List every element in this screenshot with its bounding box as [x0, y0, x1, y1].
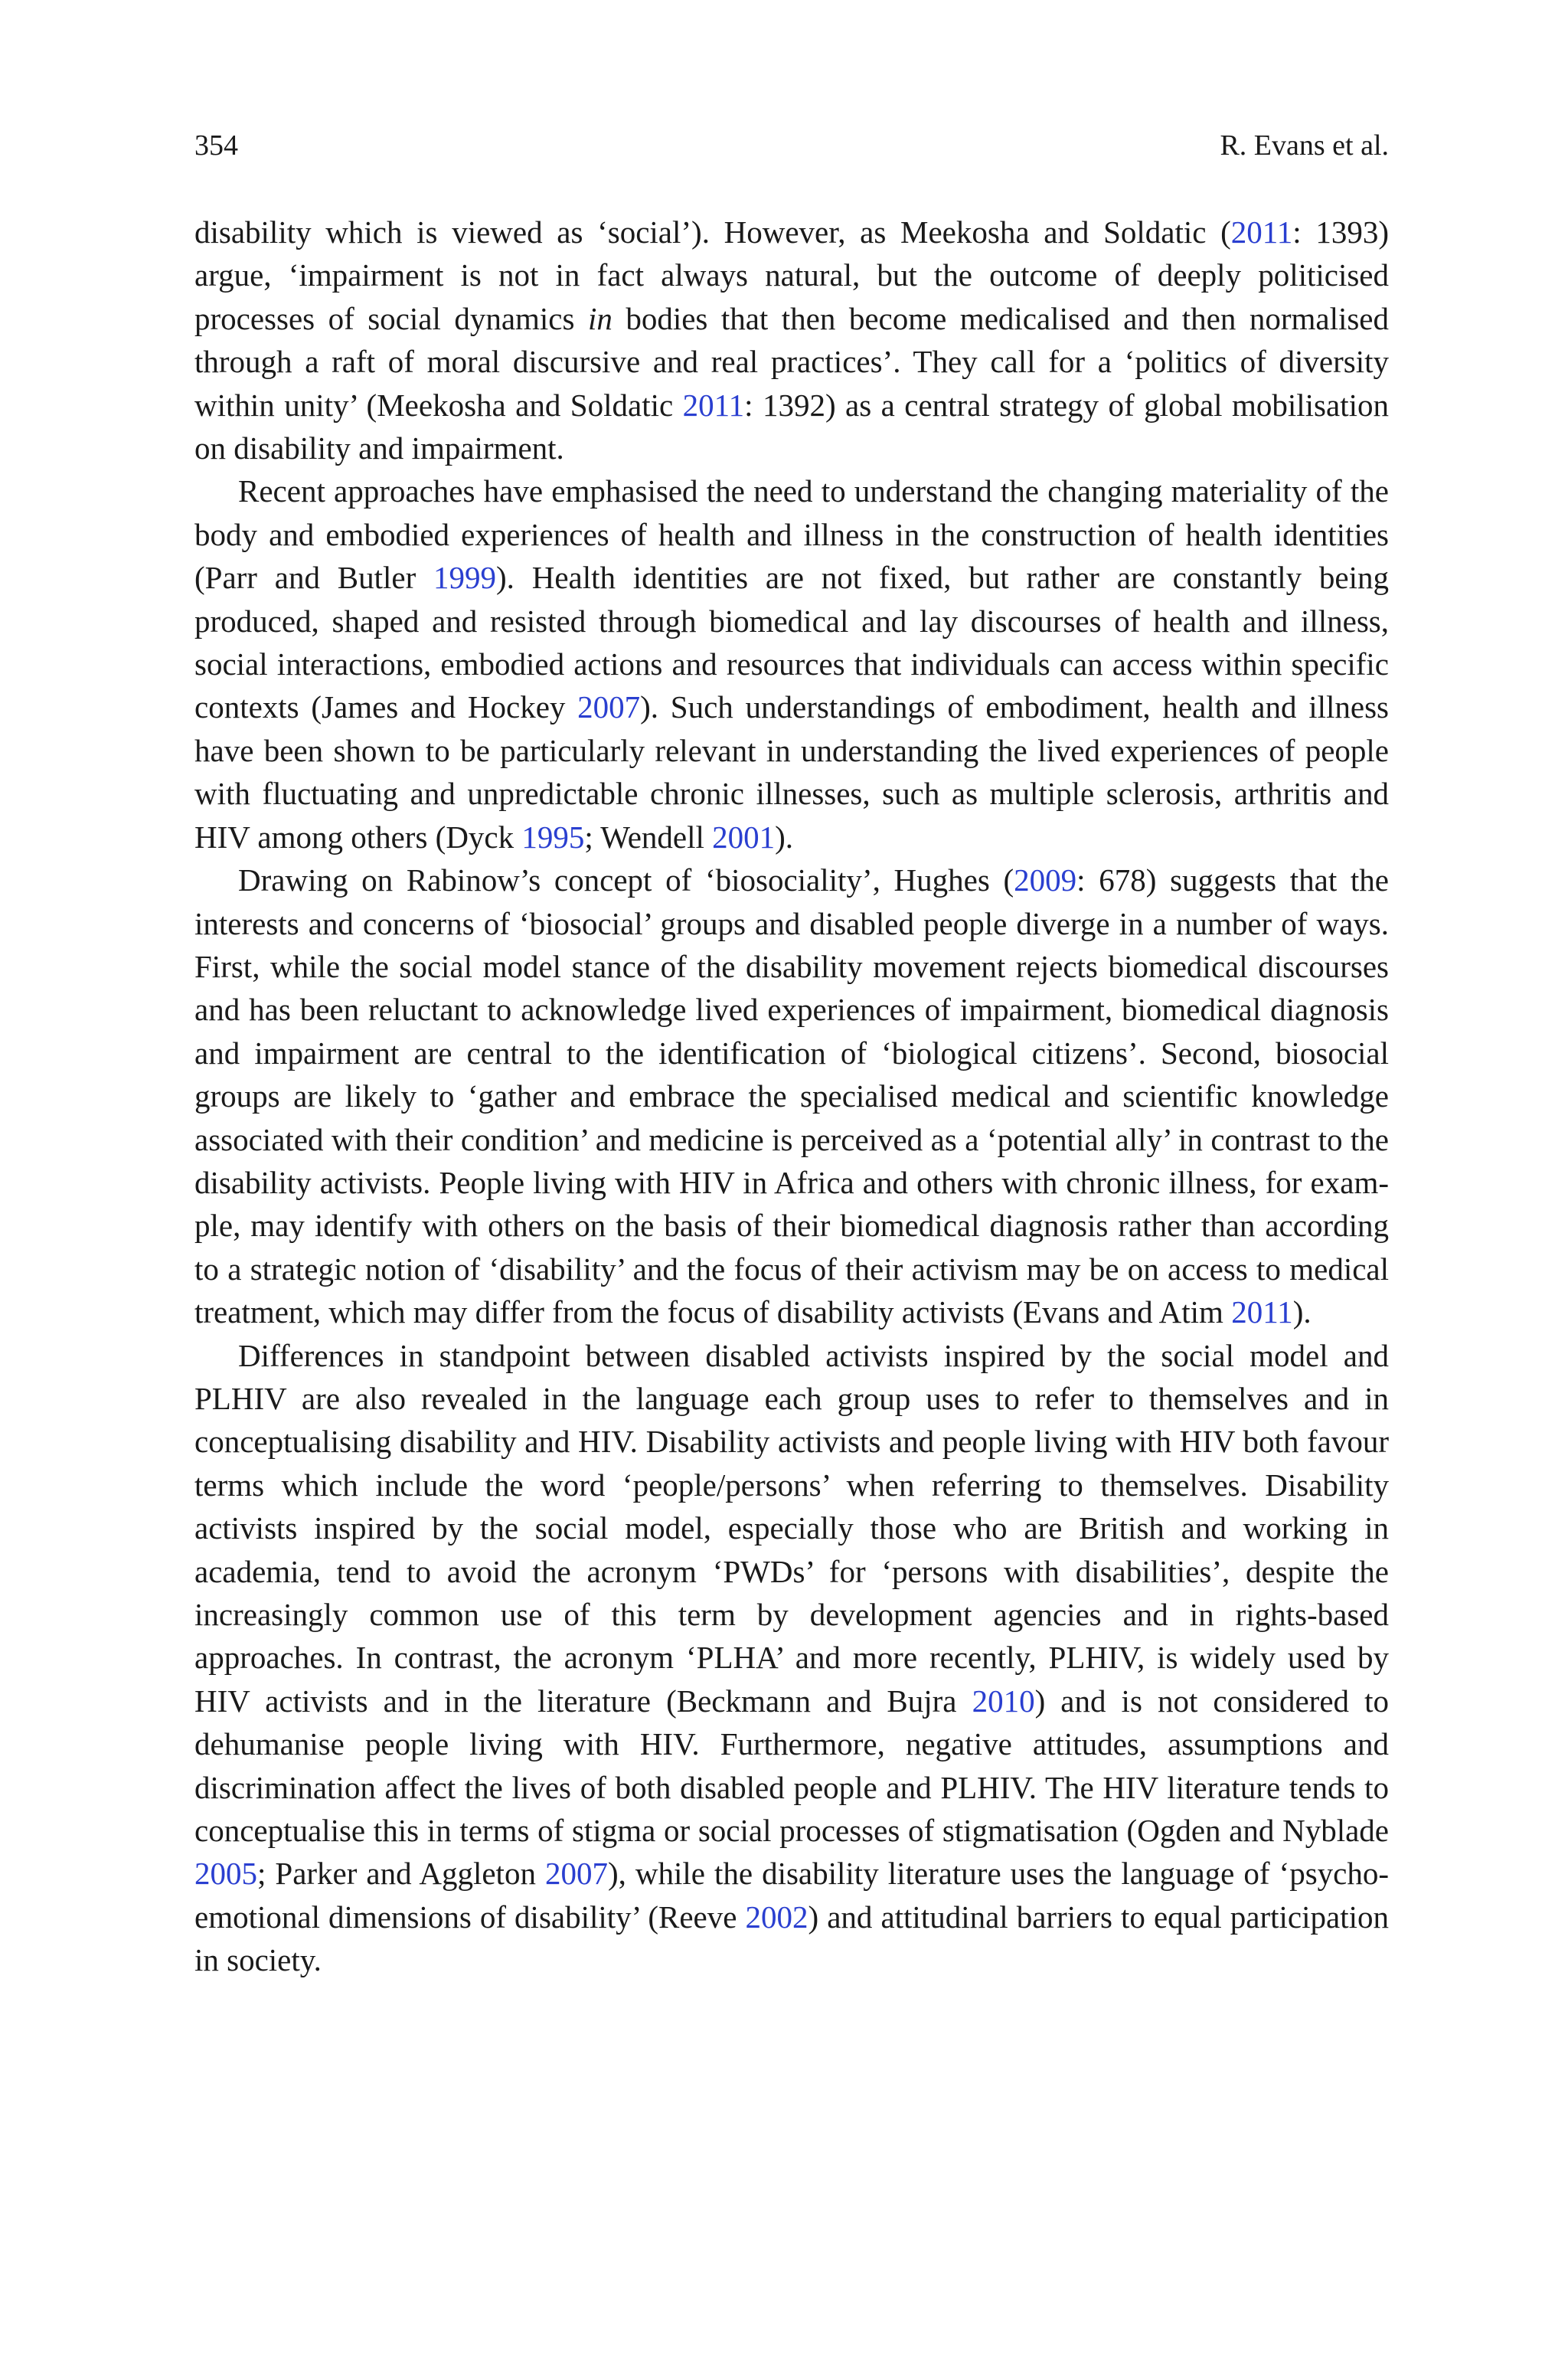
page-number: 354	[194, 129, 238, 162]
citation-link[interactable]: 2010	[972, 1683, 1035, 1719]
text-run: ).	[1292, 1294, 1312, 1330]
citation-link[interactable]: 1999	[433, 560, 497, 596]
emphasis-text: in	[587, 300, 612, 336]
page-header	[194, 123, 1389, 168]
text-run: Differences in standpoint between disabled activists inspired by the social model and PLHIV are also revealed in the language each group uses to refer to themselves and in conceptualising disability and HIV. Disability activists and people living with HIV both favour terms which include the word ‘people/persons’ when referring to themselves. Disability activists inspired by the social model, especially those who are British and working in academia, tend to avoid the acronym ‘PWDs’ for ‘persons with disabilities’, despite the increasingly common use of this term by development agencies and in rights-based approaches. In contrast, the acronym ‘PLHA’ and more recently, PLHIV, is widely used by HIV activists and in the literature (Beckmann and Bujra	[194, 1337, 1389, 1719]
text-run: ). Health identities are not fixed, but rather are constantly being produced, shaped and resisted through biomedical and lay discourses of health and illness, social interactions, embodied actions and resources that individuals can access within specific contexts (James and Hockey	[194, 560, 1389, 725]
text-run: : 678) suggests that the interests and concerns of ‘biosocial’ groups and disabled people diverge in a number of ways. First, while the social model stance of the disability movement rejects biomedical discourses and has been reluctant to acknowledge lived experiences of impairment, biomedical diagnosis and impairment are central to the identification of ‘biological citizens’. Second, biosocial groups are likely to ‘gather and embrace the specialised medical and scientific knowledge associated with their condition’ and medicine is perceived as a ‘potential ally’ in contrast to the disability activists. People living with HIV in Africa and others with chronic illness, for example, may identify with others on the basis of their biomedical diagnosis rather than according to a strategic notion of ‘disability’ and the focus of their activism may be on access to medical treatment, which may differ from the focus of disability activists (Evans and Atim	[194, 862, 1389, 1330]
text-run: ) and is not considered to dehumanise people living with HIV. Furthermore, negative attitudes, assumptions and discrimination affect the lives of both disabled people and PLHIV. The HIV literature tends to conceptualise this in terms of stigma or social processes of stigmatisation (Ogden and Nyblade	[194, 1683, 1389, 1849]
text-run: ; Parker and Aggleton	[257, 1856, 545, 1892]
text-run: ) and attitudinal barriers to equal participation in society.	[194, 1899, 1389, 1978]
citation-link[interactable]: 2001	[712, 819, 776, 855]
text-run: ), while the disability literature uses the language of ‘psycho-emotional dimensions of disability’ (Reeve	[194, 1856, 1390, 1935]
text-run: disability which is viewed as ‘social’). However, as Meekosha and Soldatic (	[194, 214, 1231, 250]
text-run: bodies that then become medicalised and then normalised through a raft of moral discursive and real practices’. They call for a ‘politics of diversity within unity’ (Meekosha and Soldatic	[194, 300, 1389, 423]
text-run: Drawing on Rabinow’s concept of ‘biosociality’, Hughes (	[238, 862, 1014, 898]
text-run: Recent approaches have emphasised the need to understand the changing materiality of the body and embodied experiences of health and illness in the construction of health identities (Parr and Butler	[194, 473, 1389, 596]
paragraph	[194, 211, 1389, 469]
citation-link[interactable]: 2011	[1230, 214, 1293, 250]
text-run: ). Such understandings of embodiment, health and illness have been shown to be particularly relevant in understanding the lived experiences of people with fluctuating and unpredictable chronic illnesses, such as multiple sclerosis, arthritis and HIV among others (Dyck	[194, 689, 1390, 855]
citation-link[interactable]: 2002	[745, 1899, 808, 1935]
citation-link[interactable]: 2007	[544, 1856, 608, 1892]
citation-link[interactable]: 2009	[1014, 862, 1077, 898]
citation-link[interactable]: 1995	[521, 819, 585, 855]
text-run: : 1393) argue, ‘impairment is not in fact always natural, but the outcome of deeply politicised processes of social dynamics	[194, 214, 1389, 336]
paragraph	[194, 1334, 1389, 1982]
citation-link[interactable]: 2011	[682, 387, 745, 423]
text-run: ; Wendell	[584, 819, 713, 855]
text-run: ).	[775, 819, 794, 855]
paragraph	[194, 469, 1389, 859]
running-head: R. Evans et al.	[1220, 129, 1389, 162]
citation-link[interactable]: 2007	[577, 689, 641, 725]
citation-link[interactable]: 2005	[194, 1856, 257, 1892]
paragraph	[194, 859, 1389, 1333]
text-run: : 1392) as a central strategy of global mobilisation on disability and impairment.	[194, 387, 1389, 466]
citation-link[interactable]: 2011	[1231, 1294, 1293, 1330]
body-text	[194, 211, 1389, 1982]
